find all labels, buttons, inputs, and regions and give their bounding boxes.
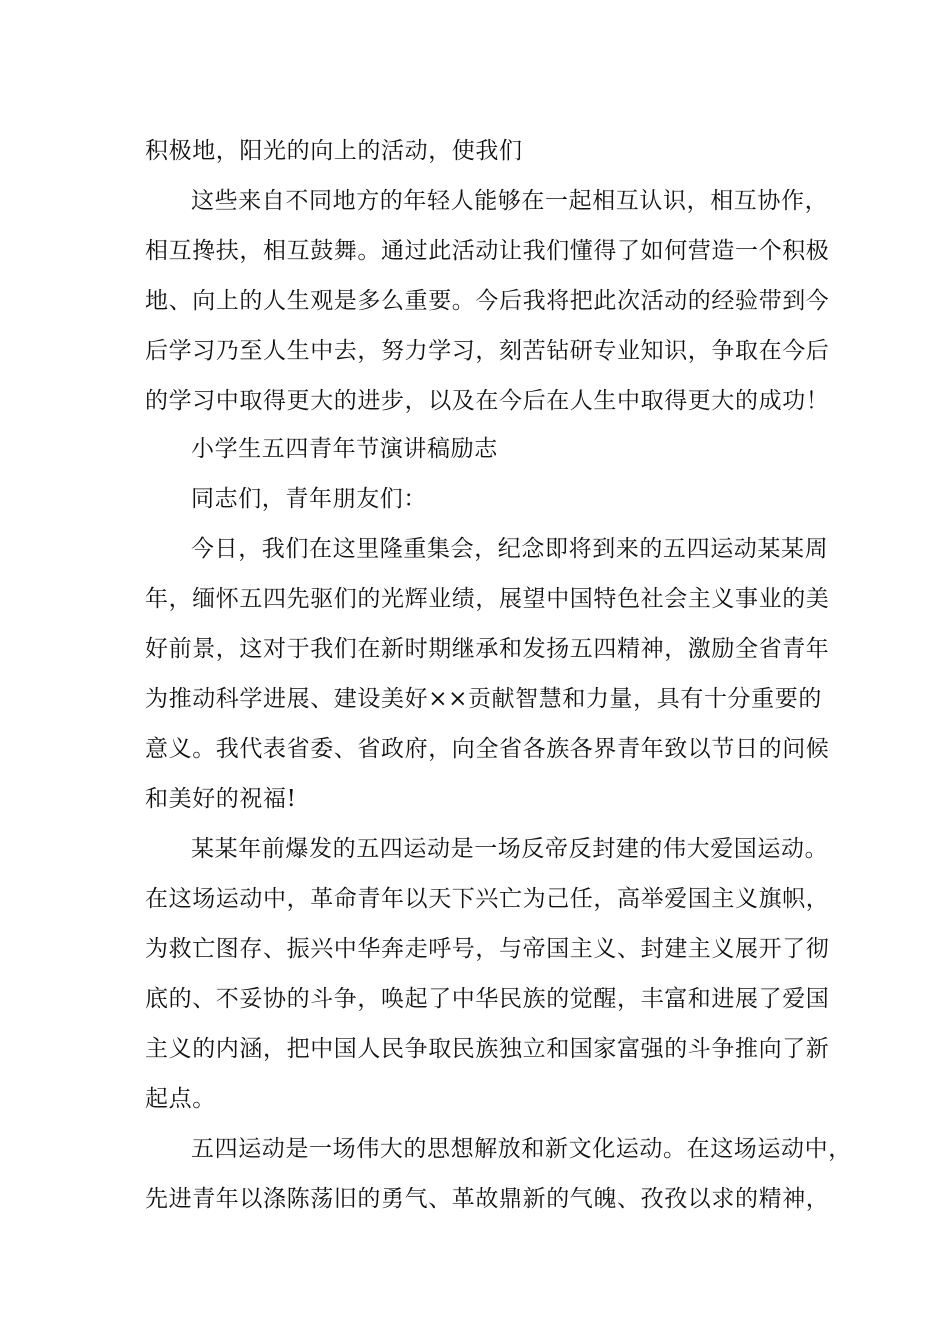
text-line: 年，缅怀五四先驱们的光辉业绩，展望中国特色社会主义事业的美: [145, 586, 830, 612]
salutation: 同志们，青年朋友们：: [191, 486, 427, 512]
text-line: 主义的内涵，把中国人民争取民族独立和国家富强的斗争推向了新: [145, 1036, 830, 1062]
text-line: 积极地，阳光的向上的活动，使我们: [145, 138, 523, 164]
section-title: 小学生五四青年节演讲稿励志: [191, 436, 498, 462]
text-line: 起点。: [145, 1086, 216, 1112]
text-line: 的学习中取得更大的进步，以及在今后在人生中取得更大的成功！: [145, 388, 830, 414]
paragraph-start-line: 某某年前爆发的五四运动是一场反帝反封建的伟大爱国运动。: [191, 836, 829, 862]
text-line: 在这场运动中，革命青年以天下兴亡为己任，高举爱国主义旗帜，: [145, 886, 830, 912]
text-line: 意义。我代表省委、省政府，向全省各族各界青年致以节日的问候: [145, 736, 830, 762]
paragraph-start-line: 今日，我们在这里隆重集会，纪念即将到来的五四运动某某周: [191, 536, 829, 562]
paragraph-start-line: 这些来自不同地方的年轻人能够在一起相互认识，相互协作，: [191, 188, 829, 214]
text-line: 为推动科学进展、建设美好××贡献智慧和力量，具有十分重要的: [145, 686, 822, 712]
text-line: 相互搀扶，相互鼓舞。通过此活动让我们懂得了如何营造一个积极: [145, 238, 830, 264]
text-line: 底的、不妥协的斗争，唤起了中华民族的觉醒，丰富和进展了爱国: [145, 986, 830, 1012]
text-line: 后学习乃至人生中去，努力学习，刻苦钻研专业知识，争取在今后: [145, 338, 830, 364]
text-line: 地、向上的人生观是多么重要。今后我将把此次活动的经验带到今: [145, 288, 830, 314]
text-line: 为救亡图存、振兴中华奔走呼号，与帝国主义、封建主义展开了彻: [145, 936, 830, 962]
text-line: 和美好的祝福!: [145, 786, 297, 812]
paragraph-start-line: 五四运动是一场伟大的思想解放和新文化运动。在这场运动中，: [191, 1136, 852, 1162]
text-line: 好前景，这对于我们在新时期继承和发扬五四精神，激励全省青年: [145, 636, 830, 662]
text-line: 先进青年以涤陈荡旧的勇气、革故鼎新的气魄、孜孜以求的精神，: [145, 1186, 830, 1212]
